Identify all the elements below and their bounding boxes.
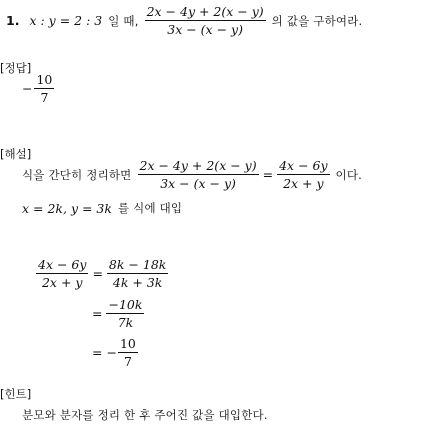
step1-rhs-numerator: 8k − 18k xyxy=(108,257,167,272)
explanation-line2-text: 를 식에 대입 xyxy=(117,201,183,215)
step3-rhs-numerator: 10 xyxy=(119,336,136,351)
question-fraction-denominator: 3x − (x − y) xyxy=(167,22,243,37)
question-condition-suffix: 일 때, xyxy=(108,13,139,28)
explanation-line1-result-denominator: 2x + y xyxy=(283,176,324,191)
step2-rhs xyxy=(106,297,144,330)
answer-fraction xyxy=(34,72,54,105)
explanation-line1-denominator: 3x − (x − y) xyxy=(160,176,236,191)
question-condition: x : y = 2 : 3 xyxy=(29,13,103,28)
explanation-line2-math: x = 2k, y = 3k xyxy=(22,200,112,216)
question-number: 1. xyxy=(6,13,20,28)
explanation-line1-prefix: 식을 간단히 정리하면 xyxy=(22,167,132,182)
step1-lhs-denominator: 2x + y xyxy=(41,275,83,290)
answer-denominator: 7 xyxy=(40,90,49,105)
derivation-step-1 xyxy=(36,257,168,290)
explanation-line1-suffix: 이다. xyxy=(335,167,363,182)
answer-sign: − xyxy=(22,81,33,96)
step3-rhs xyxy=(118,336,138,369)
question-fraction xyxy=(145,4,266,37)
step1-rhs-denominator: 4k + 3k xyxy=(112,275,163,290)
explanation-label: [해설] xyxy=(0,147,32,161)
explanation-line1-result-numerator: 4x − 6y xyxy=(279,158,328,173)
derivation-step-3 xyxy=(88,336,138,369)
question-fraction-numerator: 2x − 4y + 2(x − y) xyxy=(146,4,264,19)
step1-rhs xyxy=(107,257,168,290)
answer-label: [정답] xyxy=(0,61,32,75)
hint-label: [힌트] xyxy=(0,387,32,401)
answer-value xyxy=(22,72,54,105)
equals-sign: = xyxy=(92,345,103,360)
step2-rhs-numerator: −10k xyxy=(108,297,143,312)
equals-sign: = xyxy=(92,266,103,281)
step1-lhs xyxy=(36,257,88,290)
answer-numerator: 10 xyxy=(36,72,53,87)
explanation-line-1 xyxy=(22,158,362,191)
explanation-line-2 xyxy=(22,200,182,216)
step3-sign: − xyxy=(106,345,117,360)
step2-rhs-denominator: 7k xyxy=(117,315,134,330)
question xyxy=(6,4,362,37)
question-suffix: 의 값을 구하여라. xyxy=(271,13,363,28)
derivation-step-2 xyxy=(88,297,144,330)
step1-lhs-numerator: 4x − 6y xyxy=(38,257,87,272)
explanation-line1-result xyxy=(277,158,329,191)
explanation-line1-fraction xyxy=(138,158,259,191)
hint-text: 분모와 분자를 정리 한 후 주어진 값을 대입한다. xyxy=(22,408,268,422)
equals-sign: = xyxy=(262,167,274,182)
equals-sign: = xyxy=(92,306,103,321)
step3-rhs-denominator: 7 xyxy=(123,354,132,369)
explanation-line1-numerator: 2x − 4y + 2(x − y) xyxy=(139,158,257,173)
